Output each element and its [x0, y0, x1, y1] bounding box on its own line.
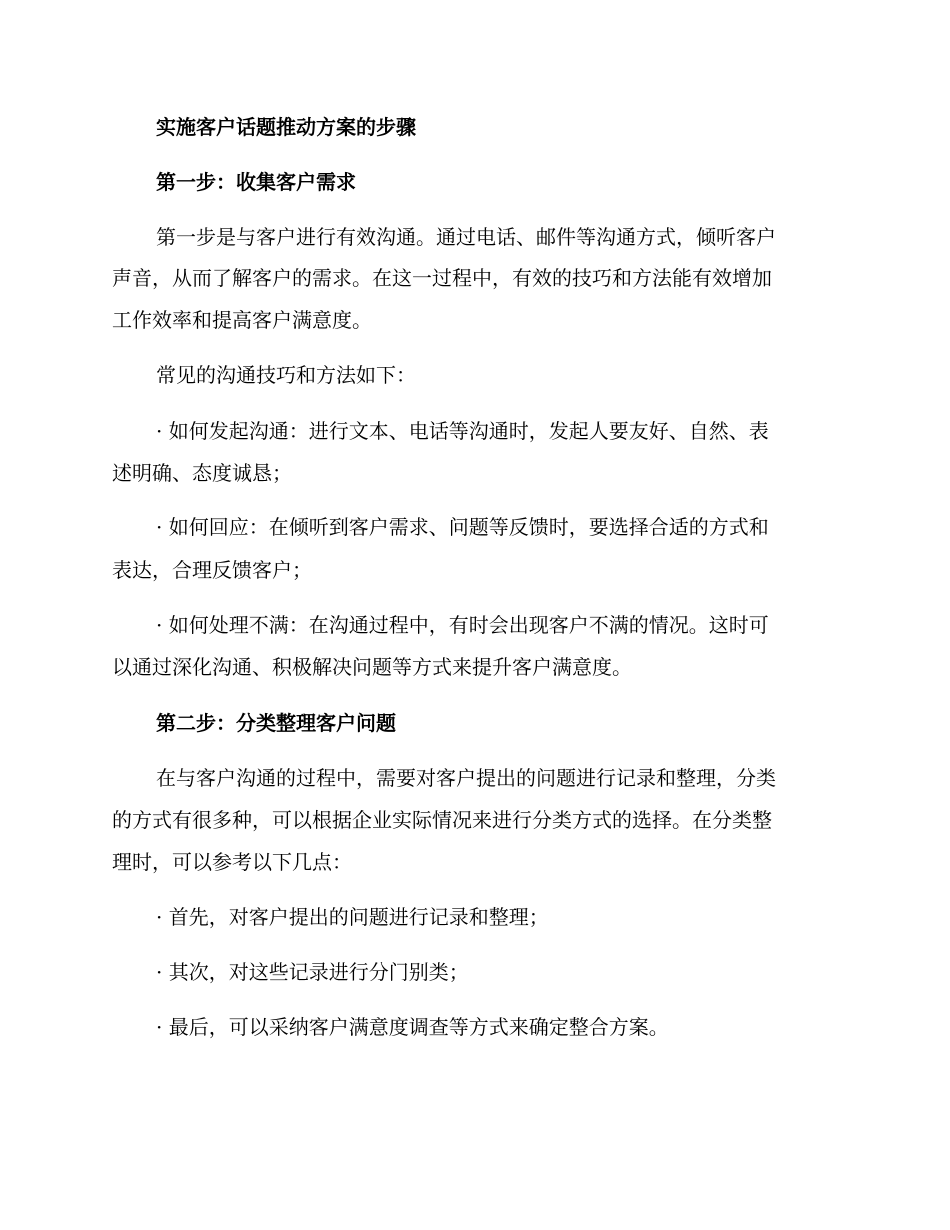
step1-paragraph-2: 常见的沟通技巧和方法如下：	[156, 363, 416, 387]
list-item-line: · 如何回应：在倾听到客户需求、问题等反馈时，要选择合适的方式和	[156, 515, 769, 539]
paragraph-line: 在与客户沟通的过程中，需要对客户提出的问题进行记录和整理，分类	[156, 766, 776, 790]
paragraph-line: 声音，从而了解客户的需求。在这一过程中，有效的技巧和方法能有效增加	[112, 266, 772, 290]
list-item: · 首先，对客户提出的问题进行记录和整理；	[156, 905, 549, 929]
step1-heading: 第一步：收集客户需求	[156, 170, 356, 194]
document-title: 实施客户话题推动方案的步骤	[156, 115, 416, 139]
list-item: · 其次，对这些记录进行分门别类；	[156, 960, 469, 984]
paragraph-line: 第一步是与客户进行有效沟通。通过电话、邮件等沟通方式，倾听客户	[156, 225, 776, 249]
paragraph-line: 的方式有很多种，可以根据企业实际情况来进行分类方式的选择。在分类整	[112, 808, 772, 832]
list-item: · 最后，可以采纳客户满意度调查等方式来确定整合方案。	[156, 1015, 669, 1039]
list-item-line: · 如何处理不满：在沟通过程中，有时会出现客户不满的情况。这时可	[156, 613, 769, 637]
list-item-line: 述明确、态度诚恳；	[112, 461, 292, 485]
list-item-line: 表达，合理反馈客户；	[112, 558, 312, 582]
list-item-line: 以通过深化沟通、积极解决问题等方式来提升客户满意度。	[112, 655, 632, 679]
step2-heading: 第二步：分类整理客户问题	[156, 711, 396, 735]
list-item-line: · 如何发起沟通：进行文本、电话等沟通时，发起人要友好、自然、表	[156, 419, 769, 443]
paragraph-line: 工作效率和提高客户满意度。	[112, 308, 372, 332]
paragraph-line: 理时，可以参考以下几点：	[112, 850, 352, 874]
